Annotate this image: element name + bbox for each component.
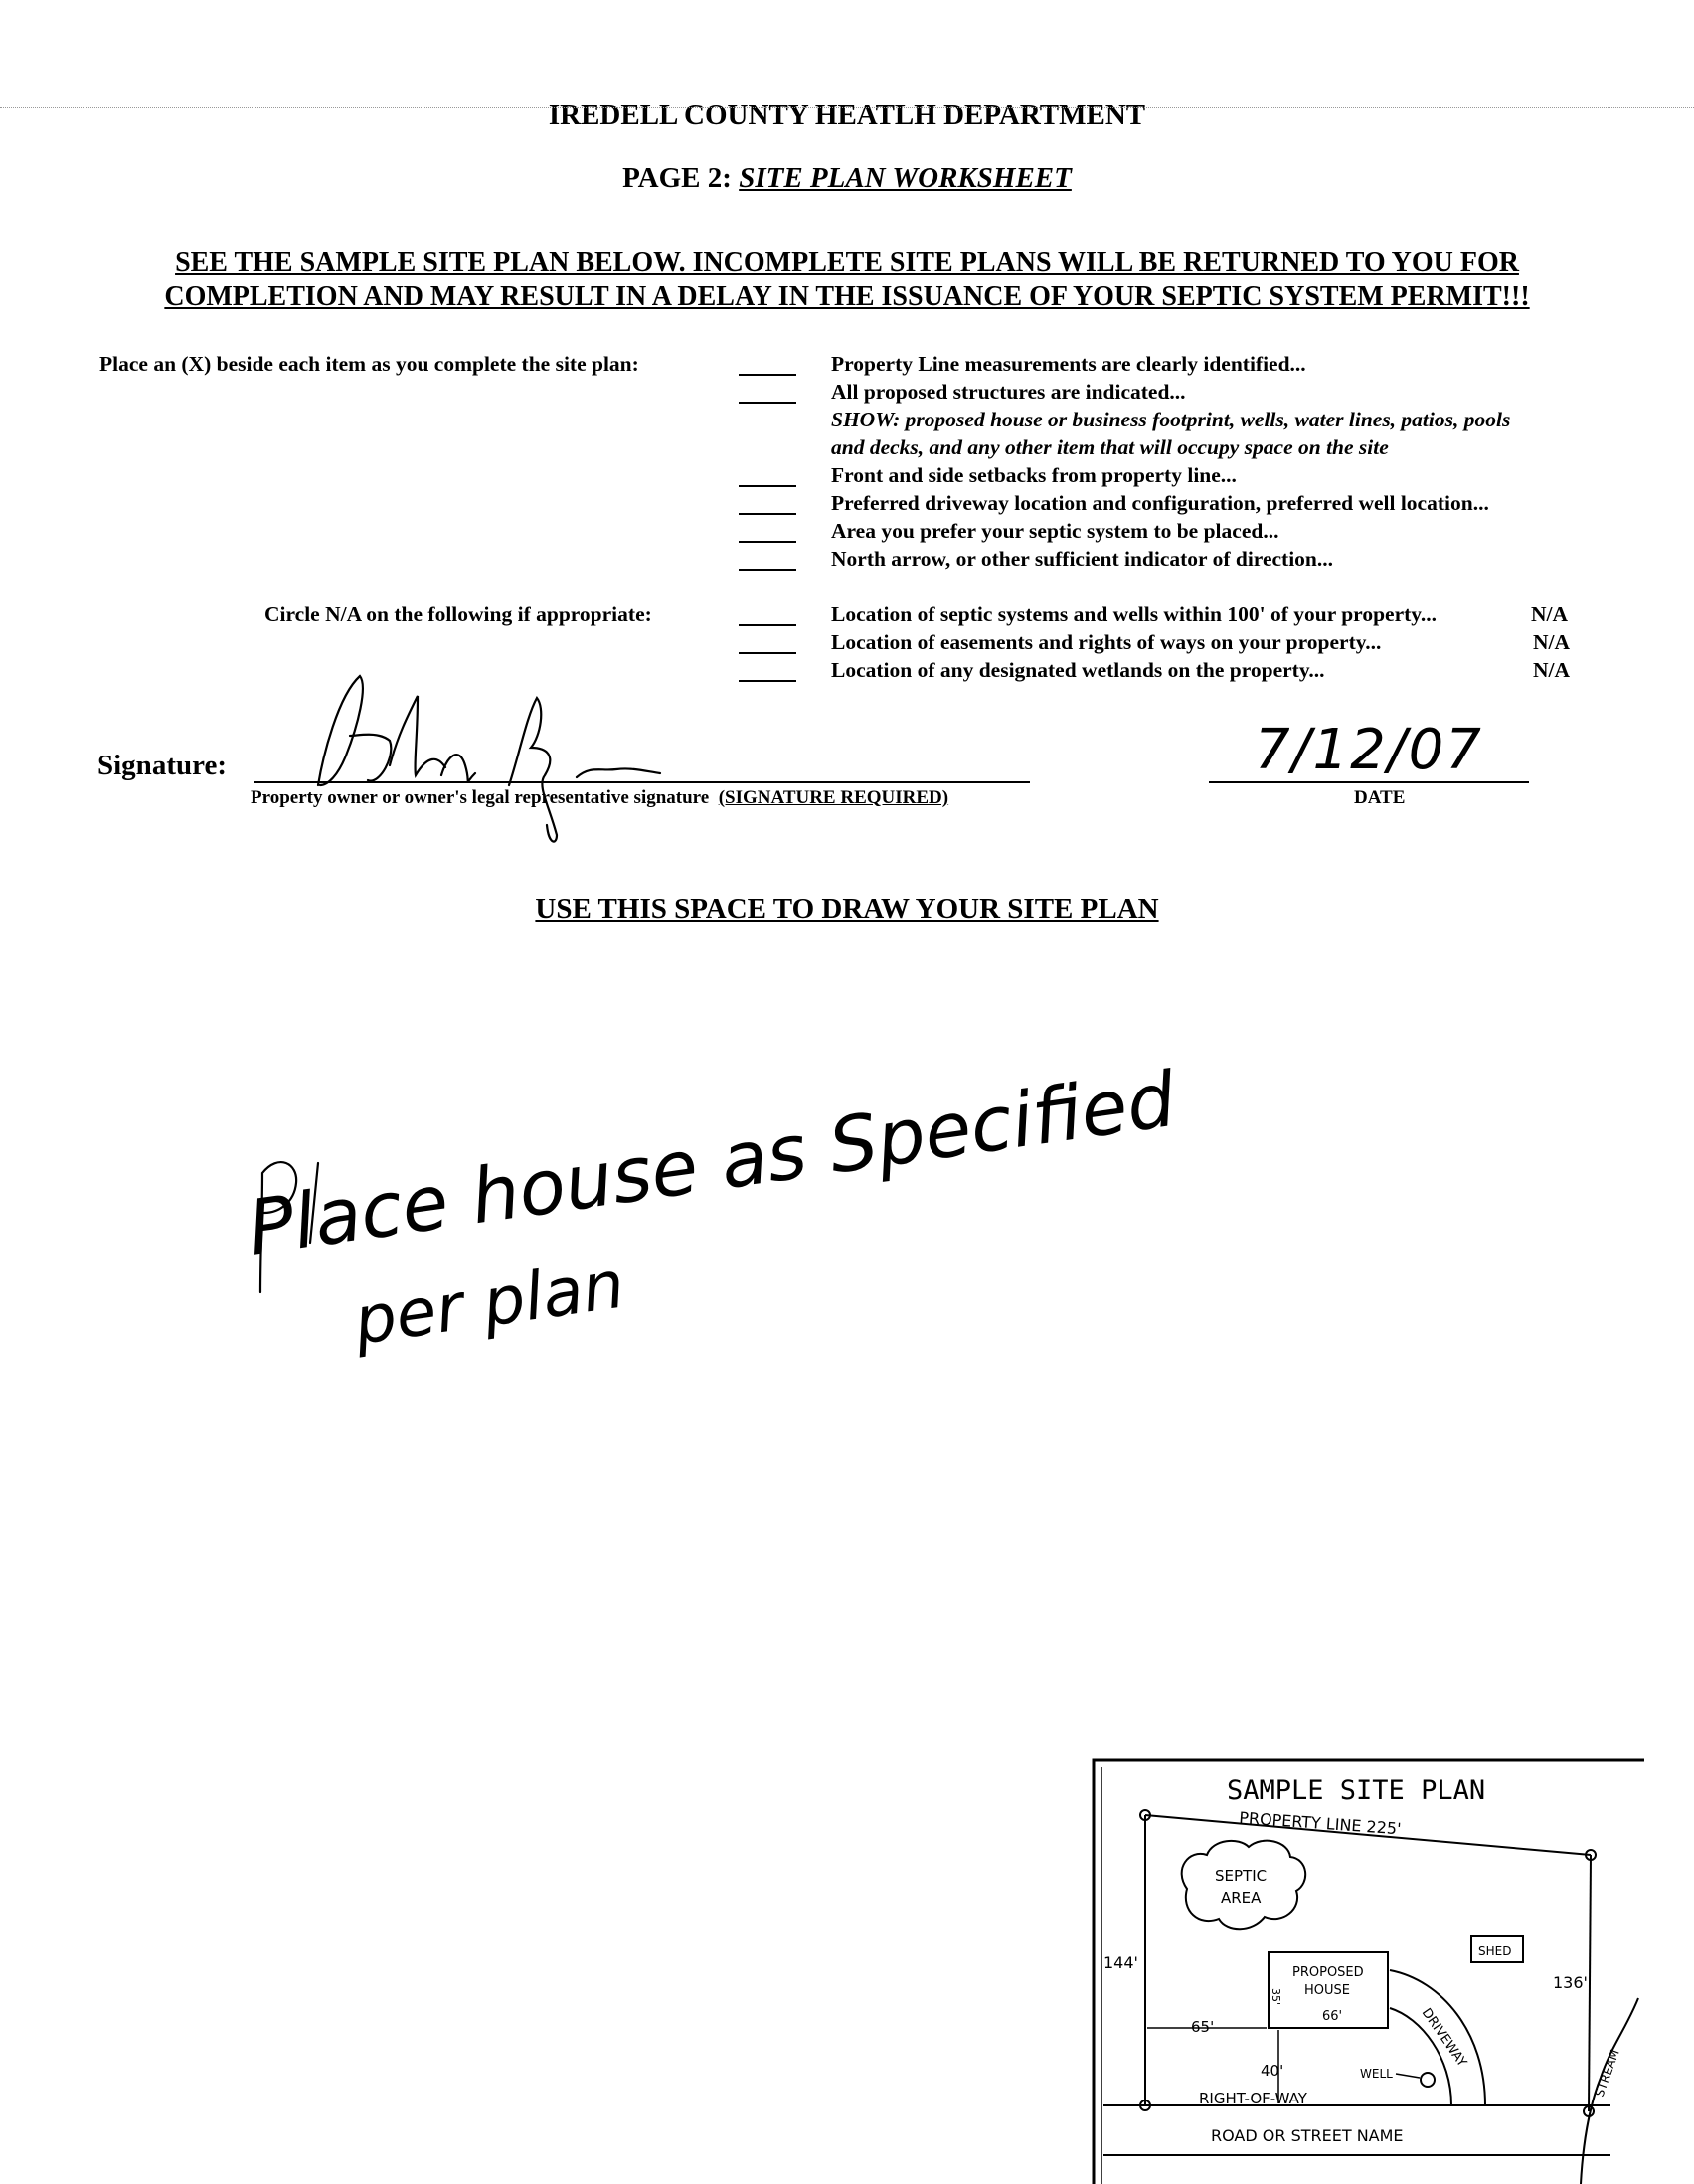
house-depth-label: 35' bbox=[1270, 1988, 1282, 2006]
sample-plan-title: SAMPLE SITE PLAN bbox=[1227, 1775, 1486, 1806]
checklist-item: All proposed structures are indicated... bbox=[831, 380, 1186, 404]
septic-label: SEPTIC bbox=[1215, 1867, 1268, 1885]
signature-scribble bbox=[318, 676, 660, 842]
checklist-item: Area you prefer your septic system to be placed... bbox=[831, 519, 1279, 543]
stream-label: STREAM bbox=[1592, 2047, 1622, 2100]
na-item-text: Location of easements and rights of ways on your property... bbox=[831, 630, 1382, 654]
na-option[interactable]: N/A bbox=[1533, 630, 1571, 654]
left-side-label: 144' bbox=[1103, 1953, 1138, 1972]
shed-label: SHED bbox=[1478, 1944, 1512, 1958]
checklist-item: SHOW: proposed house or business footprint, wells, water lines, patios, pools bbox=[831, 408, 1511, 431]
na-item-text: Location of any designated wetlands on the property... bbox=[831, 658, 1325, 682]
signature-label: Signature: bbox=[97, 750, 227, 781]
house-label: HOUSE bbox=[1304, 1983, 1350, 1998]
na-option[interactable]: N/A bbox=[1533, 658, 1571, 682]
checklist-item: Preferred driveway location and configuration, preferred well location... bbox=[831, 491, 1489, 515]
drawing-area-heading: USE THIS SPACE TO DRAW YOUR SITE PLAN bbox=[535, 893, 1159, 924]
na-item-text: Location of septic systems and wells within 100' of your property... bbox=[831, 602, 1437, 626]
checklist-item: Front and side setbacks from property line... bbox=[831, 463, 1237, 487]
right-side-label: 136' bbox=[1553, 1973, 1588, 1992]
property-line-label: PROPERTY LINE 225' bbox=[1238, 1808, 1403, 1839]
department-title: IREDELL COUNTY HEATLH DEPARTMENT bbox=[548, 99, 1146, 131]
date-label: DATE bbox=[1354, 787, 1406, 808]
signature-required: (SIGNATURE REQUIRED) bbox=[718, 787, 949, 808]
page-title: SITE PLAN WORKSHEET bbox=[739, 162, 1072, 194]
checklist-instruction: Place an (X) beside each item as you complete the site plan: bbox=[99, 352, 639, 376]
na-instruction: Circle N/A on the following if appropriate: bbox=[264, 602, 652, 626]
driveway-label: DRIVEWAY bbox=[1418, 2005, 1469, 2070]
well-pointer bbox=[1396, 2074, 1420, 2078]
septic-label: AREA bbox=[1221, 1889, 1262, 1907]
checklist-item: and decks, and any other item that will occupy space on the site bbox=[831, 435, 1389, 459]
warning-line-2: COMPLETION AND MAY RESULT IN A DELAY IN THE ISSUANCE OF YOUR SEPTIC SYSTEM PERMIT!!! bbox=[164, 281, 1530, 312]
checklist-item: North arrow, or other sufficient indicator of direction... bbox=[831, 547, 1333, 571]
road-label: ROAD OR STREET NAME bbox=[1211, 2126, 1404, 2145]
page-prefix: PAGE 2: bbox=[622, 162, 732, 194]
well-circle bbox=[1421, 2073, 1435, 2087]
side-setback-label: 65' bbox=[1191, 2018, 1215, 2036]
checklist-item: Property Line measurements are clearly identified... bbox=[831, 352, 1306, 376]
handwritten-note-line-1: Place house as Specified bbox=[243, 1054, 1181, 1272]
date-handwritten: 7/12/07 bbox=[1255, 718, 1483, 782]
right-of-way-label: RIGHT-OF-WAY bbox=[1199, 2090, 1307, 2107]
house-label: PROPOSED bbox=[1292, 1965, 1364, 1980]
well-label: WELL bbox=[1360, 2067, 1393, 2081]
sample-site-plan bbox=[1094, 1760, 1644, 2184]
na-option[interactable]: N/A bbox=[1531, 602, 1569, 626]
front-setback-label: 40' bbox=[1261, 2062, 1284, 2080]
property-line-right bbox=[1589, 1855, 1591, 2111]
house-width-label: 66' bbox=[1322, 2009, 1343, 2024]
handwritten-note-line-2: per plan bbox=[349, 1246, 629, 1360]
signature-caption: Property owner or owner's legal representative signature bbox=[251, 787, 710, 808]
warning-line-1: SEE THE SAMPLE SITE PLAN BELOW. INCOMPLETE SITE PLANS WILL BE RETURNED TO YOU FOR bbox=[175, 248, 1519, 278]
